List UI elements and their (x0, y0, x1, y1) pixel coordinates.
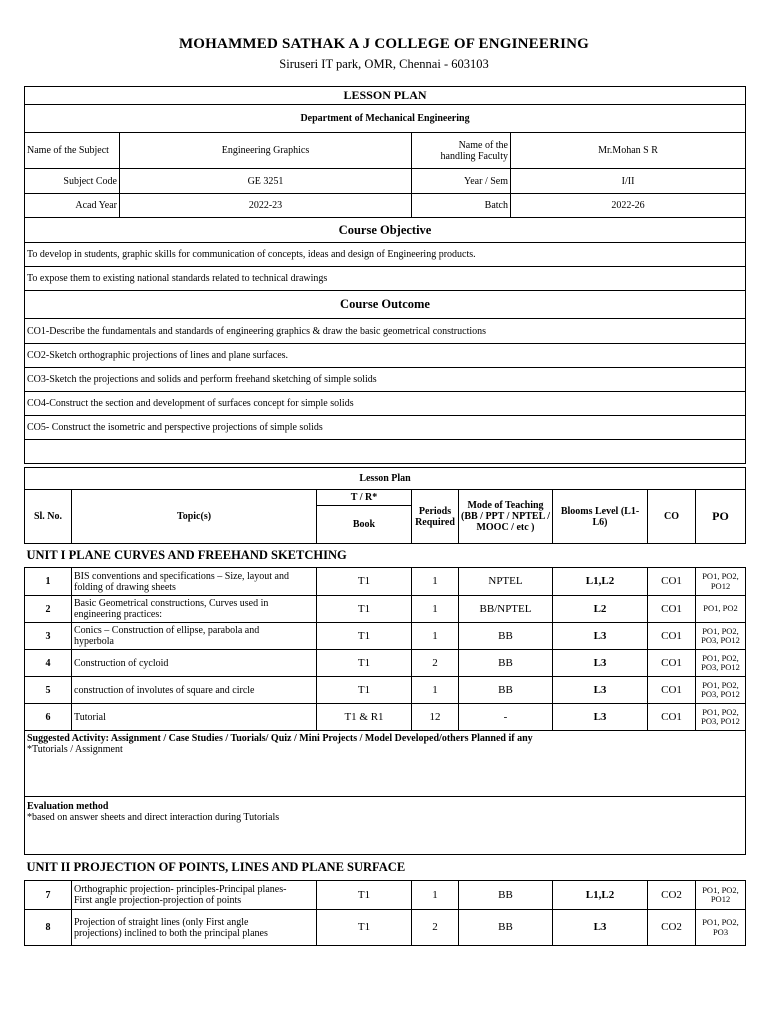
outcome-item: CO2-Sketch orthographic projections of lines and plane surfaces. (25, 344, 746, 368)
table-row (25, 596, 746, 623)
row-po: PO1, PO2, PO3 (696, 910, 746, 946)
subject-label: Name of the Subject (25, 133, 120, 169)
table-row (25, 881, 746, 910)
row-po: PO1, PO2, PO3, PO12 (696, 677, 746, 704)
row-topic: Basic Geometrical constructions, Curves used in engineering practices: (72, 596, 317, 623)
row-mode: BB (459, 650, 553, 677)
row-mode: BB (459, 623, 553, 650)
table-row (25, 650, 746, 677)
row-topic: Construction of cycloid (72, 650, 317, 677)
header-po: PO (696, 490, 746, 544)
header-tr: T / R* (317, 490, 412, 506)
acad-year-value: 2022-23 (120, 194, 412, 218)
row-po: PO1, PO2, PO3, PO12 (696, 650, 746, 677)
row-blooms: L3 (553, 910, 648, 946)
row-blooms: L3 (553, 650, 648, 677)
row-number: 1 (25, 568, 72, 596)
row-po: PO1, PO2 (696, 596, 746, 623)
row-po: PO1, PO2, PO12 (696, 568, 746, 596)
row-periods: 2 (412, 910, 459, 946)
row-co: CO1 (648, 650, 696, 677)
faculty-label: Name of the handling Faculty (412, 133, 511, 169)
faculty-value: Mr.Mohan S R (511, 133, 746, 169)
row-book: T1 (317, 596, 412, 623)
header-slno: Sl. No. (25, 490, 72, 544)
year-sem-label: Year / Sem (412, 169, 511, 194)
table-row (25, 910, 746, 946)
row-co: CO2 (648, 910, 696, 946)
row-number: 3 (25, 623, 72, 650)
row-po: PO1, PO2, PO12 (696, 881, 746, 910)
batch-value: 2022-26 (511, 194, 746, 218)
subject-value: Engineering Graphics (120, 133, 412, 169)
row-periods: 1 (412, 596, 459, 623)
row-number: 4 (25, 650, 72, 677)
activity-label: Suggested Activity: Assignment / Case Studies / Tuorials/ Quiz / Mini Projects / Model Developed/others Planned if any (27, 733, 533, 744)
unit-1-title: UNIT I PLANE CURVES AND FREEHAND SKETCHING (25, 544, 746, 568)
lesson-plan-info-table (24, 86, 746, 464)
lesson-plan-subtitle: Lesson Plan (25, 468, 746, 490)
row-book: T1 (317, 881, 412, 910)
row-mode: NPTEL (459, 568, 553, 596)
evaluation-method (25, 797, 746, 855)
row-co: CO1 (648, 596, 696, 623)
row-book: T1 (317, 623, 412, 650)
row-po: PO1, PO2, PO3, PO12 (696, 623, 746, 650)
row-co: CO1 (648, 677, 696, 704)
row-book: T1 (317, 568, 412, 596)
row-number: 8 (25, 910, 72, 946)
blank-row (25, 440, 746, 464)
acad-year-label: Acad Year (25, 194, 120, 218)
row-topic: Projection of straight lines (only First angle projections) inclined to both the principal planes (72, 910, 317, 946)
row-topic: BIS conventions and specifications – Size, layout and folding of drawing sheets (72, 568, 317, 596)
lesson-plan-table (24, 467, 746, 946)
row-book: T1 & R1 (317, 704, 412, 731)
outcome-item: CO4-Construct the section and development of surfaces concept for simple solids (25, 392, 746, 416)
row-number: 7 (25, 881, 72, 910)
row-periods: 1 (412, 881, 459, 910)
header-periods: Periods Required (412, 490, 459, 544)
row-topic: construction of involutes of square and circle (72, 677, 317, 704)
row-topic: Conics – Construction of ellipse, parabola and hyperbola (72, 623, 317, 650)
activity-value: *Tutorials / Assignment (27, 744, 123, 755)
header-book: Book (317, 506, 412, 544)
table-row (25, 677, 746, 704)
course-outcome-heading: Course Outcome (25, 291, 746, 319)
row-book: T1 (317, 650, 412, 677)
row-periods: 1 (412, 677, 459, 704)
department-name: Department of Mechanical Engineering (25, 105, 746, 133)
row-periods: 12 (412, 704, 459, 731)
header-mode: Mode of Teaching (BB / PPT / NPTEL / MOOC / etc ) (459, 490, 553, 544)
row-blooms: L1,L2 (553, 881, 648, 910)
row-blooms: L3 (553, 704, 648, 731)
evaluation-label: Evaluation method (27, 801, 109, 812)
college-name: MOHAMMED SATHAK A J COLLEGE OF ENGINEERING (178, 36, 590, 52)
row-mode: BB/NPTEL (459, 596, 553, 623)
row-mode: BB (459, 881, 553, 910)
header-co: CO (648, 490, 696, 544)
row-topic: Tutorial (72, 704, 317, 731)
row-number: 5 (25, 677, 72, 704)
objective-item: To develop in students, graphic skills for communication of concepts, ideas and design of Engineering products. (25, 243, 746, 267)
row-mode: BB (459, 677, 553, 704)
table-row (25, 568, 746, 596)
subject-code-label: Subject Code (25, 169, 120, 194)
row-blooms: L2 (553, 596, 648, 623)
course-objective-heading: Course Objective (25, 218, 746, 243)
row-book: T1 (317, 677, 412, 704)
row-po: PO1, PO2, PO3, PO12 (696, 704, 746, 731)
row-periods: 2 (412, 650, 459, 677)
row-blooms: L1,L2 (553, 568, 648, 596)
unit-2-title: UNIT II PROJECTION OF POINTS, LINES AND PLANE SURFACE (25, 855, 746, 881)
row-periods: 1 (412, 568, 459, 596)
row-co: CO2 (648, 881, 696, 910)
row-mode: BB (459, 910, 553, 946)
row-co: CO1 (648, 623, 696, 650)
row-co: CO1 (648, 704, 696, 731)
subject-code-value: GE 3251 (120, 169, 412, 194)
header-topic: Topic(s) (72, 490, 317, 544)
batch-label: Batch (412, 194, 511, 218)
row-book: T1 (317, 910, 412, 946)
college-address: Siruseri IT park, OMR, Chennai - 603103 (279, 57, 489, 71)
year-sem-value: I/II (511, 169, 746, 194)
row-blooms: L3 (553, 677, 648, 704)
row-mode: - (459, 704, 553, 731)
outcome-item: CO3-Sketch the projections and solids and perform freehand sketching of simple solids (25, 368, 746, 392)
outcome-item: CO1-Describe the fundamentals and standards of engineering graphics & draw the basic geometrical constructions (25, 319, 746, 344)
header-blooms: Blooms Level (L1- L6) (553, 490, 648, 544)
objective-item: To expose them to existing national standards related to technical drawings (25, 267, 746, 291)
row-blooms: L3 (553, 623, 648, 650)
row-number: 6 (25, 704, 72, 731)
row-topic: Orthographic projection- principles-Principal planes- First angle projection-projection of points (72, 881, 317, 910)
row-number: 2 (25, 596, 72, 623)
table-row (25, 704, 746, 731)
lesson-plan-title: LESSON PLAN (25, 87, 746, 105)
suggested-activity (25, 731, 746, 797)
outcome-item: CO5- Construct the isometric and perspective projections of simple solids (25, 416, 746, 440)
table-row (25, 623, 746, 650)
evaluation-value: *based on answer sheets and direct interaction during Tutorials (27, 812, 280, 823)
row-periods: 1 (412, 623, 459, 650)
row-co: CO1 (648, 568, 696, 596)
